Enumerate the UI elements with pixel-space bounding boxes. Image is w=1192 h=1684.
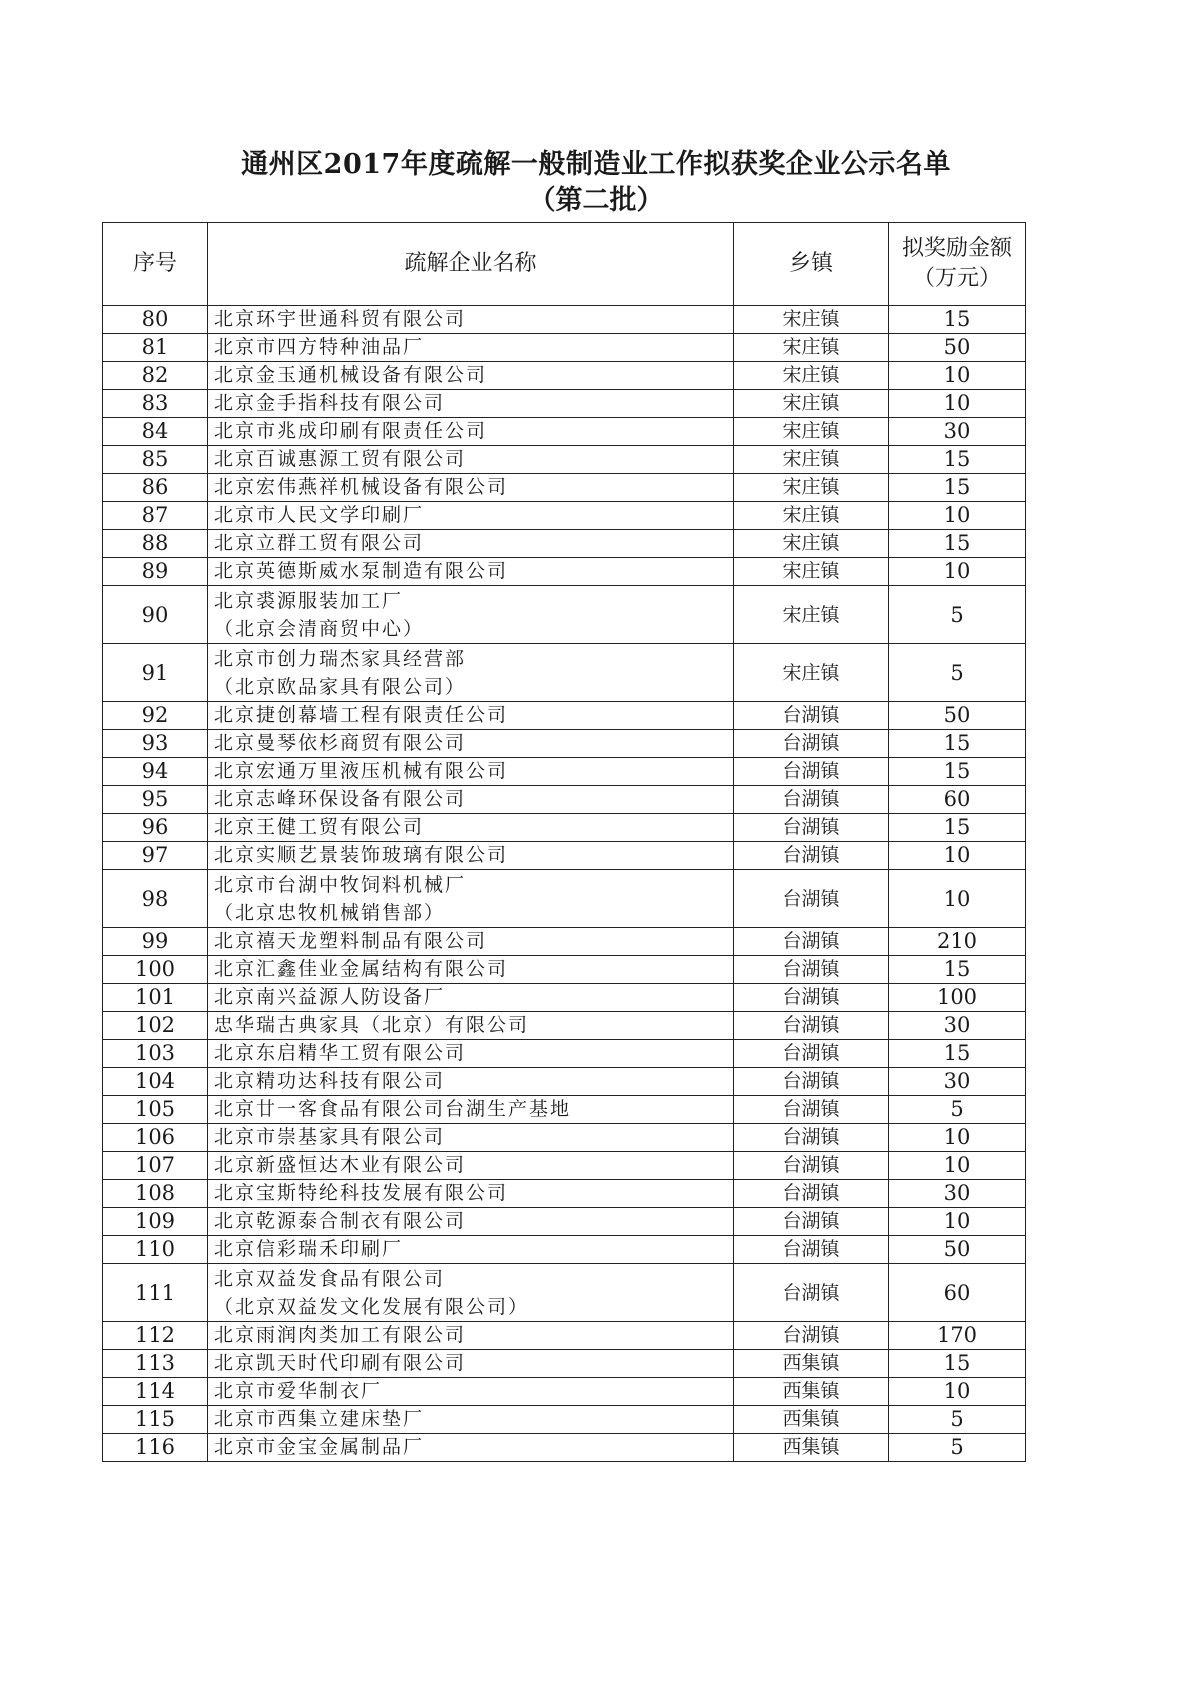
- row-company-name: [208, 1434, 734, 1462]
- company-name-primary: 北京英德斯威水泵制造有限公司: [214, 560, 509, 582]
- table-row: [103, 1124, 1026, 1152]
- row-town: 台湖镇: [734, 1124, 889, 1152]
- row-company-name: [208, 390, 734, 418]
- company-name-secondary: （北京会清商贸中心）: [214, 617, 425, 640]
- company-name-primary: 北京南兴益源人防设备厂: [214, 986, 446, 1008]
- row-company-name: [208, 786, 734, 814]
- row-award-amount: 15: [889, 306, 1026, 334]
- row-company-name: [208, 1322, 734, 1350]
- row-award-amount: 10: [889, 842, 1026, 870]
- row-serial-number: 113: [103, 1350, 208, 1378]
- company-name-primary: 北京禧天龙塑料制品有限公司: [214, 930, 488, 952]
- table-row: [103, 1378, 1026, 1406]
- row-serial-number: 91: [103, 644, 208, 702]
- row-town: 台湖镇: [734, 702, 889, 730]
- row-award-amount: 15: [889, 814, 1026, 842]
- table-row: [103, 984, 1026, 1012]
- row-company-name: [208, 446, 734, 474]
- row-award-amount: 10: [889, 1152, 1026, 1180]
- award-list-table: [102, 222, 1026, 1462]
- row-award-amount: 60: [889, 1264, 1026, 1322]
- table-row: [103, 786, 1026, 814]
- row-town: 台湖镇: [734, 730, 889, 758]
- row-company-name: [208, 1152, 734, 1180]
- company-name-primary: 北京市西集立建床垫厂: [214, 1408, 425, 1430]
- row-company-name: [208, 1236, 734, 1264]
- row-company-name: [208, 928, 734, 956]
- table-row: [103, 390, 1026, 418]
- row-town: 西集镇: [734, 1350, 889, 1378]
- company-name-primary: 北京雨润肉类加工有限公司: [214, 1324, 467, 1346]
- row-company-name: [208, 702, 734, 730]
- company-name-primary: 北京精功达科技有限公司: [214, 1070, 446, 1092]
- row-award-amount: 10: [889, 1208, 1026, 1236]
- row-town: 宋庄镇: [734, 334, 889, 362]
- row-award-amount: 30: [889, 1180, 1026, 1208]
- row-serial-number: 105: [103, 1096, 208, 1124]
- row-serial-number: 82: [103, 362, 208, 390]
- row-town: 台湖镇: [734, 842, 889, 870]
- company-name-primary: 北京宏通万里液压机械有限公司: [214, 760, 509, 782]
- row-award-amount: 5: [889, 644, 1026, 702]
- row-award-amount: 10: [889, 558, 1026, 586]
- row-award-amount: 30: [889, 418, 1026, 446]
- row-company-name: [208, 758, 734, 786]
- company-name-primary: 北京金手指科技有限公司: [214, 392, 446, 414]
- row-company-name: [208, 1096, 734, 1124]
- row-company-name: [208, 306, 734, 334]
- company-name-primary: 北京宏伟燕祥机械设备有限公司: [214, 476, 509, 498]
- row-serial-number: 93: [103, 730, 208, 758]
- row-company-name: [208, 1378, 734, 1406]
- row-company-name: [208, 530, 734, 558]
- row-town: 宋庄镇: [734, 586, 889, 644]
- row-serial-number: 106: [103, 1124, 208, 1152]
- row-serial-number: 103: [103, 1040, 208, 1068]
- company-name-primary: 北京新盛恒达木业有限公司: [214, 1154, 467, 1176]
- row-serial-number: 89: [103, 558, 208, 586]
- company-name-primary: 忠华瑞古典家具（北京）有限公司: [214, 1014, 530, 1036]
- row-company-name: [208, 502, 734, 530]
- row-town: 台湖镇: [734, 984, 889, 1012]
- row-award-amount: 60: [889, 786, 1026, 814]
- row-town: 台湖镇: [734, 1322, 889, 1350]
- row-company-name: [208, 842, 734, 870]
- company-name-primary: 北京捷创幕墙工程有限责任公司: [214, 704, 509, 726]
- row-town: 台湖镇: [734, 1264, 889, 1322]
- row-town: 西集镇: [734, 1434, 889, 1462]
- company-name-primary: 北京市兆成印刷有限责任公司: [214, 420, 488, 442]
- table-header-row: [103, 223, 1026, 306]
- row-serial-number: 81: [103, 334, 208, 362]
- row-serial-number: 87: [103, 502, 208, 530]
- company-name-secondary: （北京忠牧机械销售部）: [214, 901, 446, 924]
- row-serial-number: 100: [103, 956, 208, 984]
- row-serial-number: 86: [103, 474, 208, 502]
- document-title: 通州区2017年度疏解一般制造业工作拟获奖企业公示名单: [241, 149, 951, 180]
- table-row: [103, 1012, 1026, 1040]
- company-name-primary: 北京东启精华工贸有限公司: [214, 1042, 467, 1064]
- row-serial-number: 114: [103, 1378, 208, 1406]
- row-town: 宋庄镇: [734, 530, 889, 558]
- table-row: [103, 586, 1026, 644]
- row-town: 宋庄镇: [734, 390, 889, 418]
- row-company-name: [208, 474, 734, 502]
- row-award-amount: 50: [889, 334, 1026, 362]
- row-town: 宋庄镇: [734, 418, 889, 446]
- table-row: [103, 474, 1026, 502]
- row-town: 宋庄镇: [734, 558, 889, 586]
- row-award-amount: 170: [889, 1322, 1026, 1350]
- row-award-amount: 10: [889, 390, 1026, 418]
- table-row: [103, 758, 1026, 786]
- table-row: [103, 730, 1026, 758]
- company-name-primary: 北京王健工贸有限公司: [214, 816, 425, 838]
- row-award-amount: 10: [889, 1378, 1026, 1406]
- row-serial-number: 80: [103, 306, 208, 334]
- row-award-amount: 15: [889, 530, 1026, 558]
- table-row: [103, 870, 1026, 928]
- header-company-name: 疏解企业名称: [208, 223, 734, 306]
- row-serial-number: 97: [103, 842, 208, 870]
- row-serial-number: 109: [103, 1208, 208, 1236]
- row-town: 台湖镇: [734, 1152, 889, 1180]
- row-serial-number: 101: [103, 984, 208, 1012]
- row-company-name: [208, 1124, 734, 1152]
- row-serial-number: 112: [103, 1322, 208, 1350]
- header-award-amount-label: 拟奖励金额: [901, 236, 1012, 261]
- row-award-amount: 50: [889, 702, 1026, 730]
- header-serial-number: 序号: [103, 223, 208, 306]
- company-name-primary: 北京信彩瑞禾印刷厂: [214, 1238, 404, 1260]
- header-award-amount: [889, 223, 1026, 306]
- company-name-primary: 北京金玉通机械设备有限公司: [214, 364, 488, 386]
- table-row: [103, 1236, 1026, 1264]
- row-company-name: [208, 1406, 734, 1434]
- row-town: 宋庄镇: [734, 474, 889, 502]
- row-company-name: [208, 870, 734, 928]
- table-row: [103, 1322, 1026, 1350]
- row-company-name: [208, 956, 734, 984]
- row-serial-number: 116: [103, 1434, 208, 1462]
- row-company-name: [208, 984, 734, 1012]
- table-row: [103, 502, 1026, 530]
- row-town: 台湖镇: [734, 786, 889, 814]
- row-award-amount: 10: [889, 1124, 1026, 1152]
- table-row: [103, 1208, 1026, 1236]
- row-serial-number: 84: [103, 418, 208, 446]
- table-row: [103, 1180, 1026, 1208]
- company-name-primary: 北京双益发食品有限公司: [214, 1267, 446, 1290]
- table-row: [103, 842, 1026, 870]
- row-serial-number: 96: [103, 814, 208, 842]
- row-award-amount: 15: [889, 956, 1026, 984]
- row-award-amount: 15: [889, 1040, 1026, 1068]
- company-name-primary: 北京汇鑫佳业金属结构有限公司: [214, 958, 509, 980]
- company-name-primary: 北京市爱华制衣厂: [214, 1380, 383, 1402]
- row-award-amount: 5: [889, 1434, 1026, 1462]
- table-row: [103, 1406, 1026, 1434]
- company-name-primary: 北京志峰环保设备有限公司: [214, 788, 467, 810]
- row-town: 宋庄镇: [734, 502, 889, 530]
- row-award-amount: 15: [889, 446, 1026, 474]
- row-company-name: [208, 1208, 734, 1236]
- row-serial-number: 95: [103, 786, 208, 814]
- row-serial-number: 92: [103, 702, 208, 730]
- company-name-primary: 北京廿一客食品有限公司台湖生产基地: [214, 1098, 572, 1120]
- table-row: [103, 1350, 1026, 1378]
- company-name-primary: 北京立群工贸有限公司: [214, 532, 425, 554]
- table-row: [103, 956, 1026, 984]
- table-row: [103, 644, 1026, 702]
- row-town: 台湖镇: [734, 758, 889, 786]
- row-serial-number: 115: [103, 1406, 208, 1434]
- company-name-primary: 北京市崇基家具有限公司: [214, 1126, 446, 1148]
- header-town: 乡镇: [734, 223, 889, 306]
- row-town: 台湖镇: [734, 1096, 889, 1124]
- row-serial-number: 102: [103, 1012, 208, 1040]
- company-name-primary: 北京市金宝金属制品厂: [214, 1436, 425, 1458]
- row-company-name: [208, 1040, 734, 1068]
- table-row: [103, 362, 1026, 390]
- row-award-amount: 15: [889, 730, 1026, 758]
- table-row: [103, 1434, 1026, 1462]
- row-award-amount: 50: [889, 1236, 1026, 1264]
- row-town: 台湖镇: [734, 814, 889, 842]
- row-award-amount: 30: [889, 1012, 1026, 1040]
- company-name-primary: 北京曼琴依杉商贸有限公司: [214, 732, 467, 754]
- table-row: [103, 558, 1026, 586]
- row-award-amount: 30: [889, 1068, 1026, 1096]
- table-row: [103, 928, 1026, 956]
- company-name-primary: 北京凯天时代印刷有限公司: [214, 1352, 467, 1374]
- row-town: 西集镇: [734, 1406, 889, 1434]
- company-name-primary: 北京市四方特种油品厂: [214, 336, 425, 358]
- row-serial-number: 94: [103, 758, 208, 786]
- row-serial-number: 107: [103, 1152, 208, 1180]
- row-town: 台湖镇: [734, 928, 889, 956]
- company-name-primary: 北京宝斯特纶科技发展有限公司: [214, 1182, 509, 1204]
- row-town: 台湖镇: [734, 870, 889, 928]
- table-row: [103, 446, 1026, 474]
- company-name-primary: 北京实顺艺景装饰玻璃有限公司: [214, 844, 509, 866]
- row-company-name: [208, 1068, 734, 1096]
- row-town: 宋庄镇: [734, 644, 889, 702]
- company-name-primary: 北京市人民文学印刷厂: [214, 504, 425, 526]
- row-company-name: [208, 1264, 734, 1322]
- row-award-amount: 100: [889, 984, 1026, 1012]
- row-town: 宋庄镇: [734, 446, 889, 474]
- row-serial-number: 88: [103, 530, 208, 558]
- table-row: [103, 1264, 1026, 1322]
- company-name-primary: 北京乾源泰合制衣有限公司: [214, 1210, 467, 1232]
- company-name-primary: 北京环宇世通科贸有限公司: [214, 308, 467, 330]
- table-row: [103, 814, 1026, 842]
- row-serial-number: 83: [103, 390, 208, 418]
- row-town: 台湖镇: [734, 1180, 889, 1208]
- row-award-amount: 5: [889, 1096, 1026, 1124]
- row-company-name: [208, 644, 734, 702]
- row-award-amount: 5: [889, 1406, 1026, 1434]
- row-company-name: [208, 586, 734, 644]
- row-serial-number: 85: [103, 446, 208, 474]
- table-row: [103, 334, 1026, 362]
- row-company-name: [208, 1350, 734, 1378]
- row-company-name: [208, 362, 734, 390]
- row-town: 台湖镇: [734, 956, 889, 984]
- row-company-name: [208, 558, 734, 586]
- row-town: 台湖镇: [734, 1236, 889, 1264]
- table-row: [103, 1040, 1026, 1068]
- row-serial-number: 108: [103, 1180, 208, 1208]
- row-serial-number: 110: [103, 1236, 208, 1264]
- company-name-primary: 北京市台湖中牧饲料机械厂: [214, 873, 467, 896]
- company-name-primary: 北京裘源服装加工厂: [214, 589, 404, 612]
- row-town: 台湖镇: [734, 1208, 889, 1236]
- table-row: [103, 418, 1026, 446]
- row-town: 台湖镇: [734, 1012, 889, 1040]
- company-name-secondary: （北京欧品家具有限公司）: [214, 675, 467, 698]
- table-row: [103, 1068, 1026, 1096]
- row-award-amount: 15: [889, 758, 1026, 786]
- table-row: [103, 1152, 1026, 1180]
- row-company-name: [208, 1180, 734, 1208]
- row-serial-number: 98: [103, 870, 208, 928]
- table-row: [103, 702, 1026, 730]
- row-company-name: [208, 418, 734, 446]
- row-town: 宋庄镇: [734, 362, 889, 390]
- row-award-amount: 10: [889, 870, 1026, 928]
- row-serial-number: 90: [103, 586, 208, 644]
- table-row: [103, 530, 1026, 558]
- row-award-amount: 10: [889, 502, 1026, 530]
- row-company-name: [208, 334, 734, 362]
- header-award-amount-unit: （万元）: [912, 266, 1001, 291]
- row-award-amount: 15: [889, 474, 1026, 502]
- table-row: [103, 306, 1026, 334]
- row-town: 台湖镇: [734, 1068, 889, 1096]
- table-row: [103, 1096, 1026, 1124]
- row-serial-number: 111: [103, 1264, 208, 1322]
- row-company-name: [208, 814, 734, 842]
- company-name-primary: 北京市创力瑞杰家具经营部: [214, 647, 467, 670]
- company-name-primary: 北京百诚惠源工贸有限公司: [214, 448, 467, 470]
- table-body: [103, 306, 1026, 1462]
- row-company-name: [208, 1012, 734, 1040]
- row-award-amount: 15: [889, 1350, 1026, 1378]
- row-award-amount: 210: [889, 928, 1026, 956]
- company-name-secondary: （北京双益发文化发展有限公司）: [214, 1295, 530, 1318]
- row-town: 西集镇: [734, 1378, 889, 1406]
- row-award-amount: 5: [889, 586, 1026, 644]
- document-subtitle: （第二批）: [528, 185, 664, 216]
- row-town: 台湖镇: [734, 1040, 889, 1068]
- row-town: 宋庄镇: [734, 306, 889, 334]
- row-serial-number: 99: [103, 928, 208, 956]
- row-company-name: [208, 730, 734, 758]
- row-serial-number: 104: [103, 1068, 208, 1096]
- row-award-amount: 10: [889, 362, 1026, 390]
